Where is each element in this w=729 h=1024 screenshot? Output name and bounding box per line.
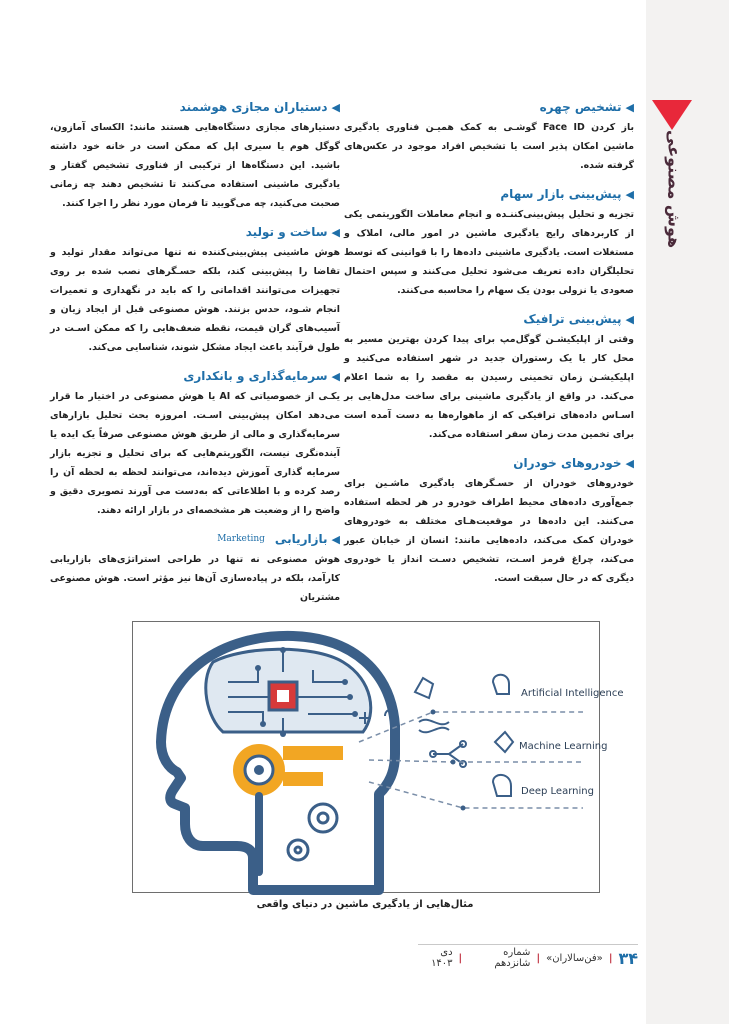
section-traffic-prediction: [344, 312, 634, 444]
section-heading: بازاریابی: [274, 532, 328, 546]
label-deep-learning: Deep Learning: [521, 786, 594, 797]
section-title: هوش مصنوعی: [664, 130, 684, 249]
chevron-icon: ◀: [625, 312, 634, 326]
network-icon: [433, 744, 463, 764]
right-column: [344, 100, 634, 600]
robot-arm-icon: [415, 678, 433, 698]
section-heading: پیش‌بینی بازار سهام: [500, 187, 622, 201]
chevron-icon: ◀: [625, 100, 634, 114]
chevron-icon: ◀: [331, 225, 340, 239]
section-body: وقتی از اپلیکیشـن گوگل‌مپ برای پیدا کردن بهترین مسیر به محل کار یا یک رستوران جدید در شهر استفاده می‌کنید و اپلیکیشـن زمان تخمینی رسیدن به مقصد را به شما اعلام می‌کند. در واقع از یادگیری ماشینی برای ساخت مدل‌هایی بر اسـاس داده‌های ترافیکی که از ماهواره‌ها به دست آمده است برای تخمین مدت زمان سفر استفاده می‌کند.: [344, 334, 634, 440]
section-body: هوش ماشینی پیش‌بینی‌کننده نه تنها می‌تواند مقدار تولید و تقاضا را پیش‌بینی کند، بلکه حسـگرهای نصب شده بر روی تجهیزات می‌توانند اقداماتی را که باید در نگهداری و تعمیرات انجام شـود، حدس بزنند. هوش مصنوعی قبل از ایجاد زیان و آسیب‌های گران قیمت، نقطه ضعف‌هایی را که ممکن اسـت در طول فرآیند باعث ایجاد مشکل شوند، شناسایی می‌کند.: [50, 247, 340, 353]
section-face-recognition: [344, 100, 634, 175]
section-heading: تشخیص چهره: [539, 100, 622, 114]
gear-icon: [309, 804, 337, 832]
chevron-icon: ◀: [625, 187, 634, 201]
section-heading: دستیاران مجازی هوشمند: [179, 100, 328, 114]
left-column: [50, 100, 340, 619]
section-investment-banking: [50, 369, 340, 520]
section-body: هوش مصنوعی نه تنها در طراحی استراتژی‌های بازاریابی کارآمد، بلکه در پیاده‌سازی آن‌ها نیز مؤثر است. هوش مصنوعی مشتریان: [50, 554, 340, 603]
chevron-icon: ◀: [331, 532, 340, 546]
section-body: یکـی از خصوصیاتی که AI یا هوش مصنوعی در اختیار ما قرار می‌دهد امکان پیش‌بینی اسـت. امروزه بحث تحلیل بازارهای سرمایه‌گذاری و مالی از طریق هوش مصنوعی صرفاً یک ایده یا آینده‌نگری نیست، الگوریتم‌هایی که برای تحلیل و تجزیه بازار سرمایه گذاری آموزش دیده‌اند، می‌توانند لحظه به لحظه آن را رصد کرده و با اطلاعاتی که به‌دست می آورند تصویری دقیق و واضح را از وضعیت هر مشخصه‌ای در بازار ارائه دهند.: [50, 391, 340, 516]
page-footer: [418, 944, 638, 971]
section-marker: [652, 100, 692, 130]
section-body: باز کردن Face ID گوشـی به کمک همیـن فناوری یادگیری ماشین امکان پذیر است یا تشخیص افراد موجود در عکس‌های گرفته شده.: [344, 122, 634, 171]
section-heading: خودروهای خودران: [513, 456, 622, 470]
hand-brain-icon: [495, 732, 513, 752]
section-self-driving: [344, 456, 634, 588]
chevron-icon: ◀: [331, 100, 340, 114]
section-heading: پیش‌بینی ترافیک: [523, 312, 622, 326]
footer-separator: |: [536, 952, 541, 964]
issue-number: شماره شانزدهم: [494, 947, 531, 969]
dna-icon: [419, 720, 449, 725]
head-gear-icon: [493, 675, 509, 694]
page-number: ۳۴: [618, 948, 638, 968]
section-virtual-assistants: [50, 100, 340, 213]
gear-icon: [288, 840, 308, 860]
section-marketing: [50, 532, 340, 607]
chevron-icon: ◀: [625, 456, 634, 470]
ai-illustration: [132, 621, 624, 893]
chevron-icon: ◀: [331, 369, 340, 383]
section-body: دستیارهای مجازی دستگاه‌هایی هستند مانند: الکسای آمازون، گوگل هوم یا سیری اپل که ممکن است در خانه خود داشته باشید. این دستگاه‌ها از ترکیبی از فناوری تشخیص گفتار و یادگیری ماشینی استفاده می‌کنند تا تشخیص دهند چه زمانی صحبت می‌کنید، چه می‌گویید تا فرمان مورد نظر را اجرا کنند.: [50, 122, 340, 209]
footer-separator: |: [458, 952, 463, 964]
section-stock-prediction: [344, 187, 634, 300]
label-machine-learning: Machine Learning: [519, 741, 608, 752]
section-heading: ساخت و تولید: [245, 225, 328, 239]
section-heading-english: Marketing: [217, 534, 265, 544]
head-circuit-icon: [493, 775, 511, 796]
ai-head-illustration: [133, 622, 624, 892]
label-artificial-intelligence: Artificial Intelligence: [521, 688, 624, 699]
magazine-name: «فن‌سالاران»: [546, 952, 603, 964]
footer-separator: |: [608, 952, 613, 964]
issue-date: دی ۱۴۰۳: [431, 947, 453, 969]
section-heading: سرمایه‌گذاری و بانکداری: [183, 369, 328, 383]
section-body: تجزیه و تحلیل پیش‌بینی‌کننـده و انجام معاملات الگوریتمی یکی از کاربردهای رایج یادگیری ماشین در امور مالی، املاک و مستغلات است. یادگیری ماشینی داده‌ها را با قوانینی که توسط تحلیلگران داده تعریف می‌شود تحلیل می‌کنند و سپس احتمال صعودی یا نزولی بودن یک سهام را محاسبه می‌کنند.: [344, 209, 634, 296]
figure-caption: مثال‌هایی از یادگیری ماشین در دنیای واقعی: [256, 899, 474, 910]
section-manufacturing: [50, 225, 340, 357]
section-body: خودروهای خودران از حسـگرهای یادگیری ماشـین برای جمع‌آوری داده‌های محیط اطراف خودرو در هر لحظه استفاده می‌کنند. این داده‌ها در موقعیت‌هـای مختلف به خودروهای خودران کمک می‌کند، داده‌هایی مانند: انسان از خیابان عبور می‌کند، چراغ قرمز اسـت، تشخیص دسـت انداز یا خودروی دیگری که در حال سبقت است.: [344, 478, 634, 584]
